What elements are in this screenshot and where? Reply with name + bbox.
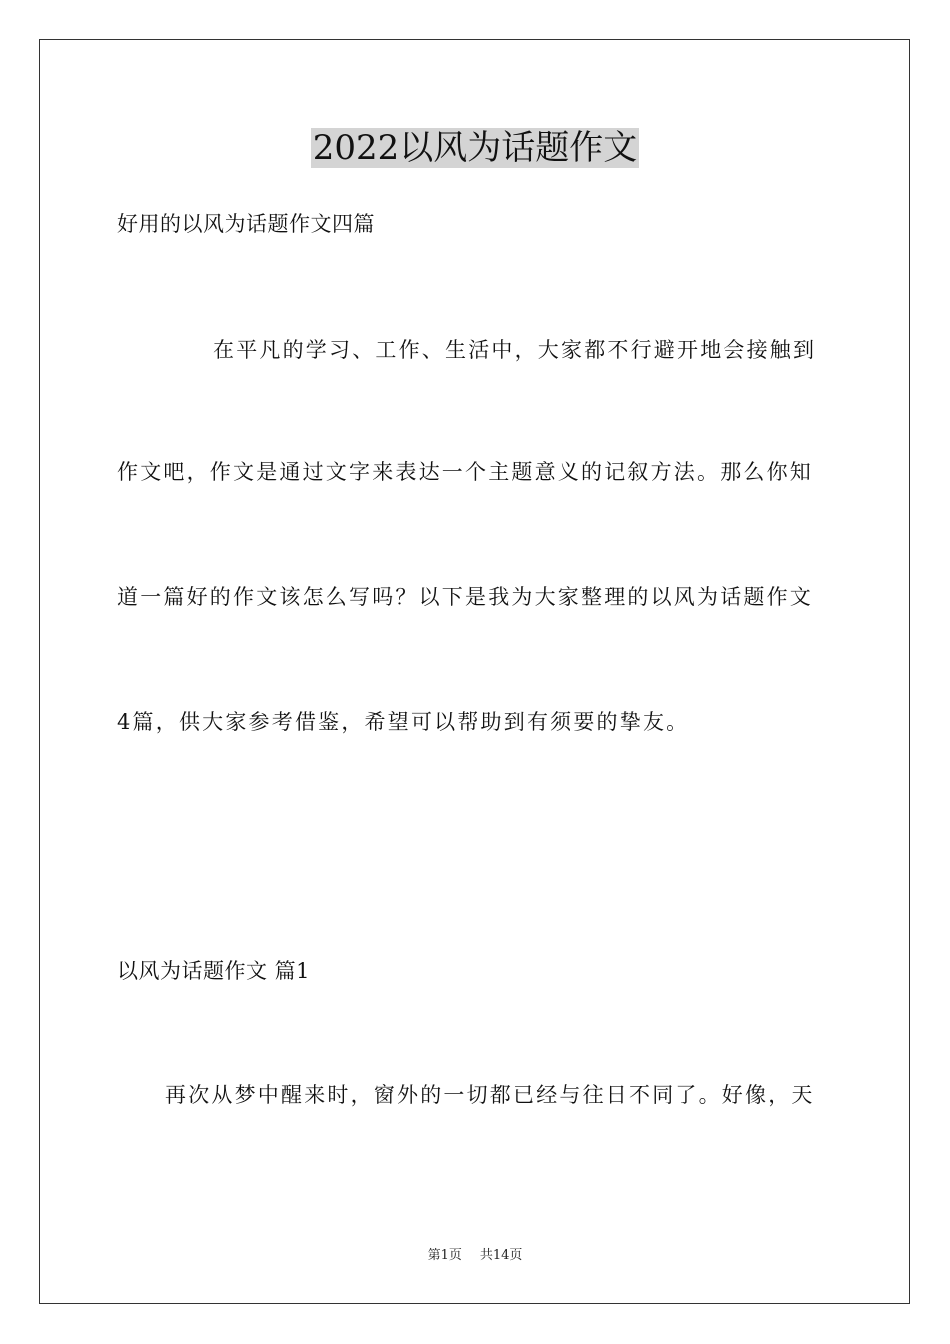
page-total: 共14页 [479,1248,523,1263]
document-title [0,124,950,172]
intro-line-4: 4篇，供大家参考借鉴，希望可以帮助到有须要的挚友。 [117,710,690,734]
intro-line-1: 在平凡的学习、工作、生活中，大家都不行避开地会接触到 [213,338,817,362]
section-heading: 以风为话题作文 篇1 [117,959,311,983]
document-title-text: 2022以风为话题作文 [312,128,638,168]
intro-line-2: 作文吧，作文是通过文字来表达一个主题意义的记叙方法。那么你知 [117,460,813,484]
intro-line-3: 道一篇好的作文该怎么写吗？以下是我为大家整理的以风为话题作文 [117,585,813,609]
page-footer [0,1247,950,1265]
document-subtitle: 好用的以风为话题作文四篇 [117,212,375,236]
section-line-1: 再次从梦中醒来时，窗外的一切都已经与往日不同了。好像，天 [165,1083,815,1107]
page-number: 第1页 [427,1248,462,1263]
